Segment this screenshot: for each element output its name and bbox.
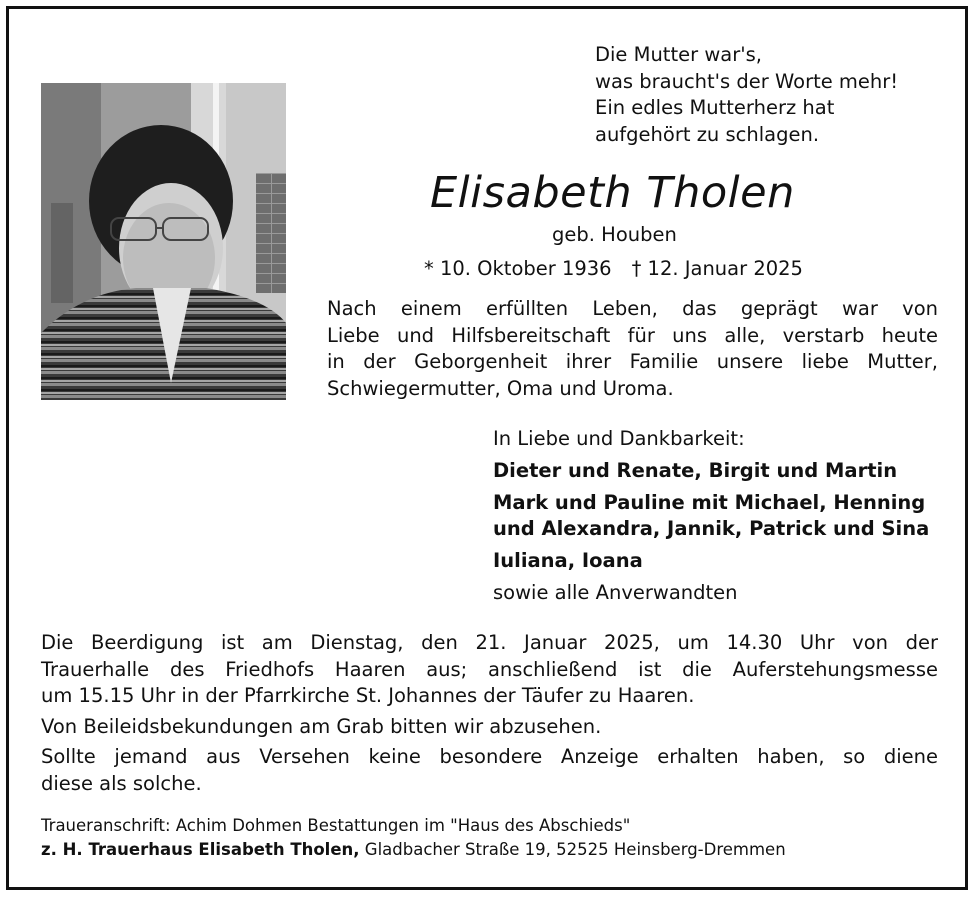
address-street: Gladbacher Straße 19, 52525 Heinsberg-Dremmen: [359, 840, 786, 859]
poem-line: was braucht's der Worte mehr!: [595, 69, 899, 93]
birth-date: * 10. Oktober 1936: [424, 257, 612, 280]
mourners-list: [493, 426, 929, 606]
obituary-text: [327, 296, 938, 402]
notice-line: Trauerhalle des Friedhofs Haaren aus; anschließend ist die Auferstehungsmesse: [41, 657, 938, 681]
memorial-poem: [595, 42, 898, 148]
notice-line: um 15.15 Uhr in der Pfarrkirche St. Johannes der Täufer zu Haaren.: [41, 684, 695, 707]
notice-line: Sollte jemand aus Versehen keine besondere Anzeige erhalten haben, so diene: [41, 745, 938, 768]
funeral-details: [41, 630, 938, 710]
notice-line: diese als solche.: [41, 771, 202, 795]
poem-line: aufgehört zu schlagen.: [595, 122, 820, 146]
bio-line: in der Geborgenheit ihrer Familie unsere liebe Mutter,: [327, 350, 938, 373]
address-line: Traueranschrift: Achim Dohmen Bestattungen im "Haus des Abschieds": [41, 816, 631, 835]
portrait-photo: [41, 83, 286, 400]
deceased-name: Elisabeth Tholen: [430, 168, 795, 218]
fallback-note: [41, 744, 938, 797]
bio-line: Liebe und Hilfsbereitschaft für uns alle, verstarb heute: [327, 323, 938, 347]
condolence-note: Von Beileidsbekundungen am Grab bitten wir abzusehen.: [41, 714, 602, 738]
bio-line: Schwiegermutter, Oma und Uroma.: [327, 376, 674, 400]
poem-line: Die Mutter war's,: [595, 43, 762, 66]
mourning-address: [41, 814, 786, 862]
address-line: [41, 838, 786, 862]
notice-line: Die Beerdigung ist am Dienstag, den 21. Januar 2025, um 14.30 Uhr von der: [41, 631, 938, 654]
poem-line: Ein edles Mutterherz hat: [595, 96, 835, 119]
mourner-group-line: Mark und Pauline mit Michael, Henning: [493, 491, 926, 514]
mourners-outro: sowie alle Anverwandten: [493, 581, 738, 604]
mourner-group-line: und Alexandra, Jannik, Patrick und Sina: [493, 517, 930, 540]
mourner-group: Iuliana, Ioana: [493, 549, 643, 572]
mourner-group: [493, 490, 929, 542]
funeral-notice: [41, 630, 938, 801]
address-recipient: z. H. Trauerhaus Elisabeth Tholen,: [41, 840, 360, 859]
mourners-intro: In Liebe und Dankbarkeit:: [493, 427, 745, 450]
bio-line: Nach einem erfüllten Leben, das geprägt war von: [327, 297, 938, 320]
life-dates: [424, 257, 803, 280]
mourner-group: Dieter und Renate, Birgit und Martin: [493, 459, 898, 482]
death-date: † 12. Januar 2025: [631, 257, 803, 280]
birth-name: geb. Houben: [552, 223, 677, 246]
